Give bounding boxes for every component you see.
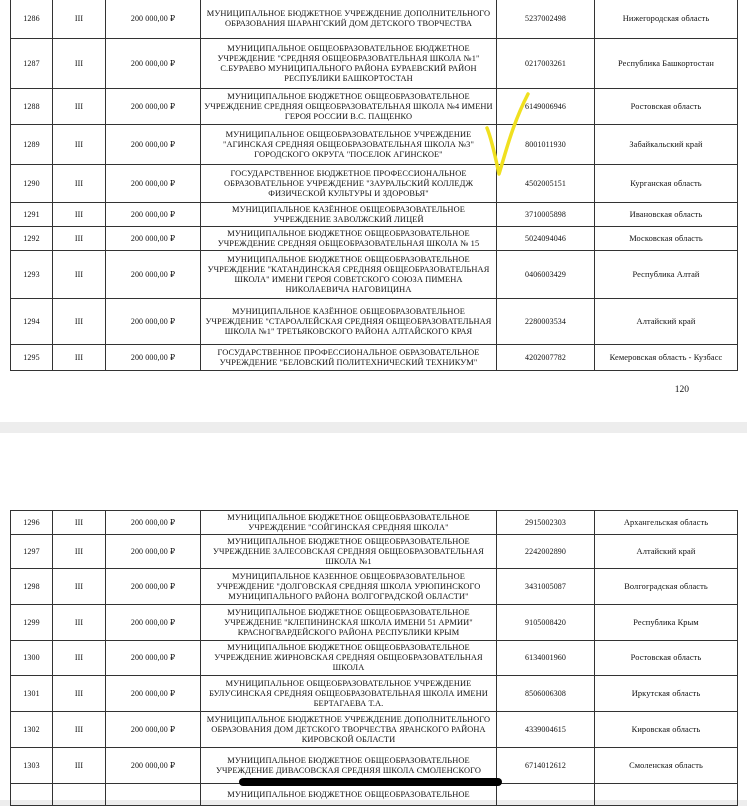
amount-cell: 200 000,00 ₽ — [106, 676, 201, 712]
organization-cell: МУНИЦИПАЛЬНОЕ БЮДЖЕТНОЕ УЧРЕЖДЕНИЕ ДОПОЛНИТЕЛЬНОГО ОБРАЗОВАНИЯ ДОМ ДЕТСКОГО ТВОРЧЕСТВА ЯРАНСКОГО РАЙОНА КИРОВСКОЙ ОБЛАСТИ — [201, 712, 497, 748]
organization-cell: МУНИЦИПАЛЬНОЕ БЮДЖЕТНОЕ ОБЩЕОБРАЗОВАТЕЛЬНОЕ УЧРЕЖДЕНИЕ СРЕДНЯЯ ОБЩЕОБРАЗОВАТЕЛЬНАЯ ШКОЛА №4 ИМЕНИ ГЕРОЯ РОССИИ В.С. ПАЩЕНКО — [201, 89, 497, 125]
grant-table-page-1 — [10, 0, 738, 371]
row-number-cell: 1287 — [11, 39, 53, 89]
table-row — [11, 535, 738, 569]
organization-cell: МУНИЦИПАЛЬНОЕ БЮДЖЕТНОЕ ОБЩЕОБРАЗОВАТЕЛЬНОЕ УЧРЕЖДЕНИЕ "СОЙГИНСКАЯ СРЕДНЯЯ ШКОЛА" — [201, 511, 497, 535]
region-cell: Смоленская область — [595, 748, 738, 784]
amount-cell: 200 000,00 ₽ — [106, 605, 201, 641]
row-number-cell: 1301 — [11, 676, 53, 712]
amount-cell: 200 000,00 ₽ — [106, 299, 201, 345]
category-cell: III — [53, 345, 106, 371]
inn-cell — [497, 784, 595, 806]
amount-cell: 200 000,00 ₽ — [106, 203, 201, 227]
category-cell: III — [53, 125, 106, 165]
table-row — [11, 712, 738, 748]
row-number-cell: 1299 — [11, 605, 53, 641]
organization-cell: МУНИЦИПАЛЬНОЕ КАЗЁННОЕ ОБЩЕОБРАЗОВАТЕЛЬНОЕ УЧРЕЖДЕНИЕ "СТАРОАЛЕЙСКАЯ СРЕДНЯЯ ОБЩЕОБРАЗОВАТЕЛЬНАЯ ШКОЛА №1" ТРЕТЬЯКОВСКОГО РАЙОНА АЛТАЙСКОГО КРАЯ — [201, 299, 497, 345]
amount-cell: 200 000,00 ₽ — [106, 641, 201, 676]
table-row — [11, 605, 738, 641]
organization-cell: ГОСУДАРСТВЕННОЕ ПРОФЕССИОНАЛЬНОЕ ОБРАЗОВАТЕЛЬНОЕ УЧРЕЖДЕНИЕ "БЕЛОВСКИЙ ПОЛИТЕХНИЧЕСКИЙ ТЕХНИКУМ" — [201, 345, 497, 371]
category-cell: III — [53, 641, 106, 676]
region-cell: Иркутская область — [595, 676, 738, 712]
region-cell: Кемеровская область - Кузбасс — [595, 345, 738, 371]
category-cell: III — [53, 535, 106, 569]
category-cell — [53, 784, 106, 806]
organization-cell: МУНИЦИПАЛЬНОЕ БЮДЖЕТНОЕ УЧРЕЖДЕНИЕ ДОПОЛНИТЕЛЬНОГО ОБРАЗОВАНИЯ ШАРАНГСКИЙ ДОМ ДЕТСКОГО ТВОРЧЕСТВА — [201, 0, 497, 39]
region-cell: Московская область — [595, 227, 738, 251]
inn-cell: 6714012612 — [497, 748, 595, 784]
inn-cell: 4339004615 — [497, 712, 595, 748]
table-row — [11, 203, 738, 227]
row-number-cell: 1292 — [11, 227, 53, 251]
row-number-cell: 1296 — [11, 511, 53, 535]
amount-cell: 200 000,00 ₽ — [106, 125, 201, 165]
inn-cell: 5024094046 — [497, 227, 595, 251]
amount-cell — [106, 784, 201, 806]
category-cell: III — [53, 227, 106, 251]
region-cell: Нижегородская область — [595, 0, 738, 39]
organization-cell: ГОСУДАРСТВЕННОЕ БЮДЖЕТНОЕ ПРОФЕССИОНАЛЬНОЕ ОБРАЗОВАТЕЛЬНОЕ УЧРЕЖДЕНИЕ "ЗАУРАЛЬСКИЙ КОЛЛЕДЖ ФИЗИЧЕСКОЙ КУЛЬТУРЫ И ЗДОРОВЬЯ" — [201, 165, 497, 203]
row-number-cell: 1298 — [11, 569, 53, 605]
category-cell: III — [53, 0, 106, 39]
organization-cell: МУНИЦИПАЛЬНОЕ БЮДЖЕТНОЕ ОБЩЕОБРАЗОВАТЕЛЬНОЕ УЧРЕЖДЕНИЕ ДИВАСОВСКАЯ СРЕДНЯЯ ШКОЛА СМОЛЕНСКОГО — [201, 748, 497, 784]
category-cell: III — [53, 89, 106, 125]
category-cell: III — [53, 299, 106, 345]
inn-cell: 3431005087 — [497, 569, 595, 605]
category-cell: III — [53, 251, 106, 299]
table-row — [11, 345, 738, 371]
table-row — [11, 676, 738, 712]
organization-cell: МУНИЦИПАЛЬНОЕ БЮДЖЕТНОЕ ОБЩЕОБРАЗОВАТЕЛЬНОЕ УЧРЕЖДЕНИЕ ЗАЛЕСОВСКАЯ СРЕДНЯЯ ОБЩЕОБРАЗОВАТЕЛЬНАЯ ШКОЛА №1 — [201, 535, 497, 569]
organization-cell: МУНИЦИПАЛЬНОЕ КАЗЕННОЕ ОБЩЕОБРАЗОВАТЕЛЬНОЕ УЧРЕЖДЕНИЕ "ДОЛГОВСКАЯ СРЕДНЯЯ ШКОЛА УРЮПИНСКОГО МУНИЦИПАЛЬНОГО РАЙОНА ВОЛГОГРАДСКОЙ ОБЛАСТИ" — [201, 569, 497, 605]
region-cell: Республика Алтай — [595, 251, 738, 299]
inn-cell: 8506006308 — [497, 676, 595, 712]
category-cell: III — [53, 712, 106, 748]
region-cell: Забайкальский край — [595, 125, 738, 165]
region-cell: Курганская область — [595, 165, 738, 203]
inn-cell: 9105008420 — [497, 605, 595, 641]
amount-cell: 200 000,00 ₽ — [106, 227, 201, 251]
region-cell: Республика Крым — [595, 605, 738, 641]
region-cell: Архангельская область — [595, 511, 738, 535]
row-number-cell: 1297 — [11, 535, 53, 569]
row-number-cell: 1303 — [11, 748, 53, 784]
amount-cell: 200 000,00 ₽ — [106, 0, 201, 39]
row-number-cell: 1289 — [11, 125, 53, 165]
row-number-cell: 1295 — [11, 345, 53, 371]
category-cell: III — [53, 748, 106, 784]
table-row — [11, 569, 738, 605]
table-row — [11, 39, 738, 89]
document-page-2 — [0, 433, 747, 800]
organization-cell: МУНИЦИПАЛЬНОЕ БЮДЖЕТНОЕ ОБЩЕОБРАЗОВАТЕЛЬНОЕ УЧРЕЖДЕНИЕ ЖИРНОВСКАЯ СРЕДНЯЯ ОБЩЕОБРАЗОВАТЕЛЬНАЯ ШКОЛА — [201, 641, 497, 676]
table-row — [11, 511, 738, 535]
inn-cell: 4502005151 — [497, 165, 595, 203]
table-row — [11, 227, 738, 251]
table-row — [11, 0, 738, 39]
region-cell: Волгоградская область — [595, 569, 738, 605]
organization-cell: МУНИЦИПАЛЬНОЕ БЮДЖЕТНОЕ ОБЩЕОБРАЗОВАТЕЛЬНОЕ УЧРЕЖДЕНИЕ "КАТАНДИНСКАЯ СРЕДНЯЯ ОБЩЕОБРАЗОВАТЕЛЬНАЯ ШКОЛА" ИМЕНИ ГЕРОЯ СОВЕТСКОГО СОЮЗА ПИМЕНА НИКОЛАЕВИЧА НАГОВИЦИНА — [201, 251, 497, 299]
organization-cell: МУНИЦИПАЛЬНОЕ БЮДЖЕТНОЕ ОБЩЕОБРАЗОВАТЕЛЬНОЕ УЧРЕЖДЕНИЕ "КЛЕПИНИНСКАЯ ШКОЛА ИМЕНИ 51 АРМИИ" КРАСНОГВАРДЕЙСКОГО РАЙОНА РЕСПУБЛИКИ КРЫМ — [201, 605, 497, 641]
table-row — [11, 251, 738, 299]
inn-cell: 2280003534 — [497, 299, 595, 345]
inn-cell: 0406003429 — [497, 251, 595, 299]
region-cell: Кировская область — [595, 712, 738, 748]
amount-cell: 200 000,00 ₽ — [106, 569, 201, 605]
table-row — [11, 299, 738, 345]
category-cell: III — [53, 605, 106, 641]
table-row — [11, 165, 738, 203]
row-number-cell: 1294 — [11, 299, 53, 345]
region-cell — [595, 784, 738, 806]
inn-cell: 8001011930 — [497, 125, 595, 165]
inn-cell: 2915002303 — [497, 511, 595, 535]
table-row — [11, 89, 738, 125]
table-row — [11, 125, 738, 165]
inn-cell: 2242002890 — [497, 535, 595, 569]
table-row — [11, 784, 738, 806]
amount-cell: 200 000,00 ₽ — [106, 535, 201, 569]
row-number-cell: 1291 — [11, 203, 53, 227]
region-cell: Ростовская область — [595, 89, 738, 125]
row-number-cell: 1293 — [11, 251, 53, 299]
category-cell: III — [53, 511, 106, 535]
amount-cell: 200 000,00 ₽ — [106, 165, 201, 203]
region-cell: Республика Башкортостан — [595, 39, 738, 89]
row-number-cell: 1288 — [11, 89, 53, 125]
organization-cell: МУНИЦИПАЛЬНОЕ КАЗЁННОЕ ОБЩЕОБРАЗОВАТЕЛЬНОЕ УЧРЕЖДЕНИЕ ЗАВОЛЖСКИЙ ЛИЦЕЙ — [201, 203, 497, 227]
organization-cell: МУНИЦИПАЛЬНОЕ БЮДЖЕТНОЕ ОБЩЕОБРАЗОВАТЕЛЬНОЕ — [201, 784, 497, 806]
row-number-cell: 1290 — [11, 165, 53, 203]
inn-cell: 0217003261 — [497, 39, 595, 89]
region-cell: Ивановская область — [595, 203, 738, 227]
inn-cell: 6149006946 — [497, 89, 595, 125]
category-cell: III — [53, 676, 106, 712]
amount-cell: 200 000,00 ₽ — [106, 712, 201, 748]
row-number-cell: 1300 — [11, 641, 53, 676]
amount-cell: 200 000,00 ₽ — [106, 89, 201, 125]
category-cell: III — [53, 203, 106, 227]
category-cell: III — [53, 165, 106, 203]
grant-table-page-2 — [10, 510, 738, 806]
inn-cell: 5237002498 — [497, 0, 595, 39]
category-cell: III — [53, 39, 106, 89]
organization-cell: МУНИЦИПАЛЬНОЕ БЮДЖЕТНОЕ ОБЩЕОБРАЗОВАТЕЛЬНОЕ УЧРЕЖДЕНИЕ СРЕДНЯЯ ОБЩЕОБРАЗОВАТЕЛЬНАЯ ШКОЛА № 15 — [201, 227, 497, 251]
category-cell: III — [53, 569, 106, 605]
region-cell: Алтайский край — [595, 535, 738, 569]
amount-cell: 200 000,00 ₽ — [106, 511, 201, 535]
row-number-cell — [11, 784, 53, 806]
inn-cell: 4202007782 — [497, 345, 595, 371]
amount-cell: 200 000,00 ₽ — [106, 251, 201, 299]
region-cell: Ростовская область — [595, 641, 738, 676]
inn-cell: 3710005898 — [497, 203, 595, 227]
amount-cell: 200 000,00 ₽ — [106, 748, 201, 784]
table-row — [11, 641, 738, 676]
row-number-cell: 1286 — [11, 0, 53, 39]
organization-cell: МУНИЦИПАЛЬНОЕ ОБЩЕОБРАЗОВАТЕЛЬНОЕ УЧРЕЖДЕНИЕ "АГИНСКАЯ СРЕДНЯЯ ОБЩЕОБРАЗОВАТЕЛЬНАЯ ШКОЛА №3" ГОРОДСКОГО ОКРУГА "ПОСЕЛОК АГИНСКОЕ" — [201, 125, 497, 165]
table-row — [11, 748, 738, 784]
organization-cell: МУНИЦИПАЛЬНОЕ ОБЩЕОБРАЗОВАТЕЛЬНОЕ БЮДЖЕТНОЕ УЧРЕЖДЕНИЕ "СРЕДНЯЯ ОБЩЕОБРАЗОВАТЕЛЬНАЯ ШКОЛА №1" С.БУРАЕВО МУНИЦИПАЛЬНОГО РАЙОНА БУРАЕВСКИЙ РАЙОН РЕСПУБЛИКИ БАШКОРТОСТАН — [201, 39, 497, 89]
inn-cell: 6134001960 — [497, 641, 595, 676]
amount-cell: 200 000,00 ₽ — [106, 39, 201, 89]
page-number: 120 — [674, 385, 689, 395]
row-number-cell: 1302 — [11, 712, 53, 748]
amount-cell: 200 000,00 ₽ — [106, 345, 201, 371]
organization-cell: МУНИЦИПАЛЬНОЕ ОБЩЕОБРАЗОВАТЕЛЬНОЕ УЧРЕЖДЕНИЕ БУЛУСИНСКАЯ СРЕДНЯЯ ОБЩЕОБРАЗОВАТЕЛЬНАЯ ШКОЛА ИМЕНИ БЕРТАГАЕВА Т.А. — [201, 676, 497, 712]
region-cell: Алтайский край — [595, 299, 738, 345]
